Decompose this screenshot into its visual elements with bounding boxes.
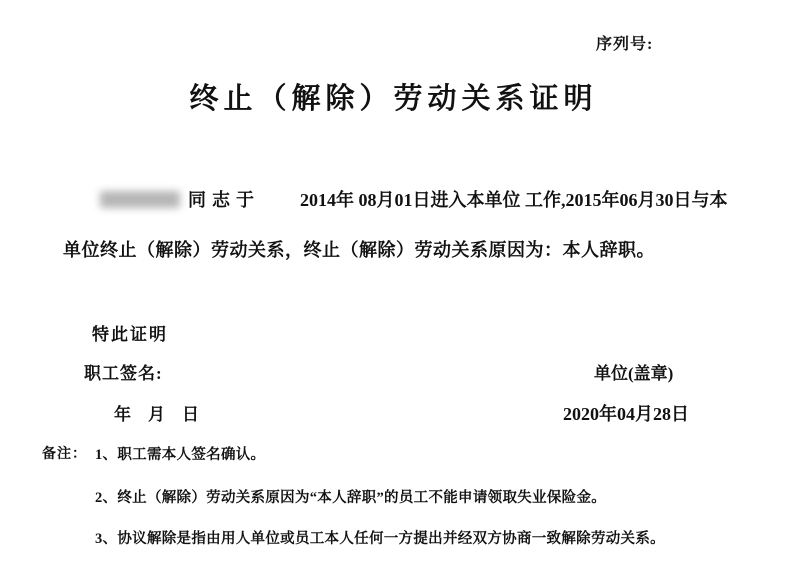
document-title: 终止（解除）劳动关系证明 (189, 83, 598, 115)
redacted-employee-name (100, 191, 180, 208)
hereby-statement: 特此证明 (92, 325, 168, 344)
remark-item: 3、协议解除是指由用人单位或员工本人任何一方提出并经双方协商一致解除劳动关系。 (95, 531, 665, 547)
body-paragraph-line1 (100, 186, 728, 212)
issue-date: 2020年04月28日 (563, 404, 689, 424)
body-paragraph-line2: 单位终止（解除）劳动关系，终止（解除）劳动关系原因为：本人辞职。 (63, 240, 655, 260)
employee-signature-label: 职工签名: (84, 364, 163, 383)
remark-item: 1、职工需本人签名确认。 (95, 447, 266, 463)
signature-date-blank: 年 月 日 (114, 405, 199, 424)
remark-item: 2、终止（解除）劳动关系原因为“本人辞职”的员工不能申请领取失业保险金。 (95, 490, 607, 506)
employment-dates-text: 2014年 08月01日进入本单位 工作,2015年06月30日与本 (300, 190, 728, 210)
serial-number-label: 序列号: (596, 36, 654, 53)
unit-seal-label: 单位(盖章) (594, 364, 674, 383)
honorific-text: 同志于 (188, 190, 260, 210)
remarks-label: 备注： (42, 447, 87, 462)
